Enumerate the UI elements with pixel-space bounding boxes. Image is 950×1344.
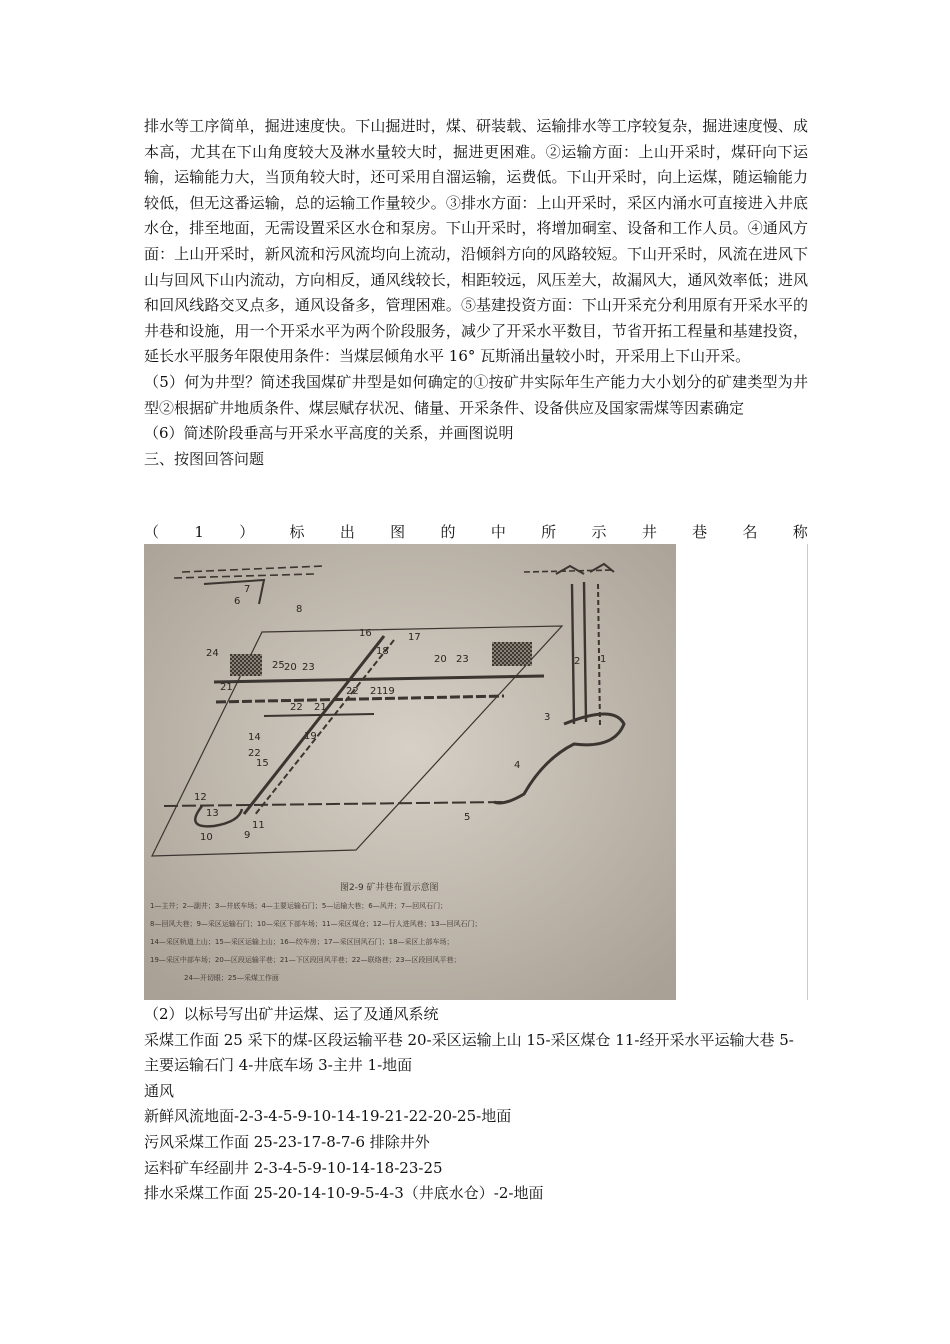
svg-text:19: 19 (382, 686, 395, 697)
svg-text:13: 13 (206, 808, 219, 819)
question-1-line (144, 520, 808, 545)
svg-text:3: 3 (544, 712, 551, 723)
svg-text:22: 22 (346, 686, 359, 697)
fresh-air-route: 新鲜风流地面-2-3-4-5-9-10-14-19-21-22-20-25-地面 (144, 1107, 512, 1126)
svg-text:20: 20 (284, 662, 297, 673)
photo-background (144, 544, 676, 1000)
section-3-heading: 三、按图回答问题 (144, 449, 265, 468)
svg-text:22: 22 (290, 702, 303, 713)
q1-char: 称 (792, 523, 808, 541)
paragraph-mining-comparison: 排水等工序简单，掘进速度快。下山掘进时，煤、研装载、运输排水等工序较复杂，掘进速度慢、成本高，尤其在下山角度较大及淋水量较大时，掘进更困难。②运输方面：上山开采时，煤矸向下运输，运输能力大，当顶角较大时，还可采用自溜运输，运费低。下山开采时，向上运煤，随运输能力较低，但无这番运输，总的运输工作量较少。③排水方面：上山开采时，采区内涌水可直接进入井底水仓，排至地面，无需设置采区水仓和泵房。下山开采时，将增加硐室、设备和工作人员。④通风方面：上山开采时，新风流和污风流均向上流动，沿倾斜方向的风路较短。下山开采时，风流在进风下山与回风下山内流动，方向相反，通风线较长，相距较远，风压差大，故漏风大，通风效率低；进风和回风线路交叉点多，通风设备多，管理困难。⑤基建投资方面：下山开采充分利用原有开采水平的井巷和设施，用一个开采水平为两个阶段服务，减少了开采水平数目，节省开拓工程量和基建投资，延长水平服务年限使用条件：当煤层倾角水平 16° 瓦斯涌出量较小时，开采用上下山开采。 (144, 117, 808, 366)
foul-air-route: 污风采煤工作面 25-23-17-8-7-6 排除井外 (144, 1132, 430, 1151)
svg-text:18: 18 (376, 646, 389, 657)
svg-text:16: 16 (359, 628, 372, 639)
q1-char: 的 (440, 523, 456, 541)
svg-text:20: 20 (434, 654, 447, 665)
svg-text:11: 11 (252, 820, 265, 831)
svg-text:12: 12 (194, 792, 207, 803)
q1-char: 图 (390, 523, 406, 541)
question-2: （2）以标号写出矿井运煤、运了及通风系统 (144, 1005, 439, 1023)
q1-char: 1 (194, 523, 204, 541)
ventilation-heading: 通风 (144, 1081, 175, 1100)
svg-text:25: 25 (272, 660, 285, 671)
legend-line: 19—采区中部车场；20—区段运输平巷；21—下区段回风平巷；22—联络巷；23—区段回风平巷； (150, 956, 461, 964)
question-6: （6）简述阶段垂高与开采水平高度的关系，并画图说明 (144, 424, 514, 443)
drainage-route: 排水采煤工作面 25-20-14-10-9-5-4-3（井底水仓）-2-地面 (144, 1184, 544, 1203)
q1-char: 标 (289, 523, 305, 541)
question-5: （5）何为井型？简述我国煤矿井型是如何确定的①按矿井实际年生产能力大小划分的矿建类型为井型②根据矿井地质条件、煤层赋存状况、储量、开采条件、设备供应及国家需煤等因素确定 (144, 372, 808, 417)
q1-char: ） (239, 523, 255, 541)
svg-text:24: 24 (206, 648, 219, 659)
mine-layout-photo (144, 544, 676, 1000)
figure-caption: 图2-9 矿井巷布置示意图 (340, 883, 439, 893)
q1-char: （ (144, 523, 160, 541)
svg-text:22: 22 (248, 748, 261, 759)
svg-text:19: 19 (304, 731, 317, 742)
q1-char: 井 (641, 523, 657, 541)
svg-text:23: 23 (456, 654, 469, 665)
svg-text:8: 8 (296, 604, 303, 615)
material-route: 运料矿车经副井 2-3-4-5-9-10-14-18-23-25 (144, 1158, 443, 1177)
svg-text:17: 17 (408, 632, 421, 643)
svg-text:15: 15 (256, 758, 269, 769)
svg-text:10: 10 (200, 832, 213, 843)
q1-char: 巷 (692, 523, 708, 541)
coal-panel-left (230, 654, 262, 676)
coal-panel-right (492, 642, 532, 666)
svg-text:23: 23 (302, 662, 315, 673)
legend-line: 14—采区轨道上山；15—采区运输上山；16—绞车房；17—采区回风石门；18—采区上部车场； (150, 938, 454, 946)
q1-char: 所 (541, 523, 557, 541)
q1-char: 出 (339, 523, 355, 541)
svg-text:21: 21 (370, 686, 383, 697)
answers-block (144, 1002, 808, 1207)
svg-text:21: 21 (220, 682, 233, 693)
svg-text:2: 2 (574, 656, 581, 667)
svg-text:4: 4 (514, 760, 521, 771)
svg-text:21: 21 (314, 702, 327, 713)
figure-frame (144, 544, 808, 1000)
q1-char: 名 (742, 523, 758, 541)
legend-line: 1—主井；2—副井；3—井底车场；4—主要运输石门；5—运输大巷；6—风井；7—回风石门； (150, 902, 448, 910)
legend-line: 24—开切眼；25—采煤工作面 (184, 974, 279, 982)
svg-text:6: 6 (234, 596, 241, 607)
svg-text:9: 9 (244, 830, 251, 841)
coal-transport-answer: 采煤工作面 25 采下的煤-区段运输平巷 20-采区运输上山 15-采区煤仓 11-经开采水平运输大巷 5-主要运输石门 4-井底车场 3-主井 1-地面 (144, 1030, 794, 1075)
svg-text:14: 14 (248, 732, 261, 743)
q1-char: 中 (490, 523, 506, 541)
legend-line: 8—回风大巷；9—采区运输石门；10—采区下部车场；11—采区煤仓；12—行人进风巷；13—回风石门； (150, 920, 482, 928)
body-text (144, 114, 808, 472)
svg-text:7: 7 (244, 584, 251, 595)
svg-text:1: 1 (600, 654, 607, 665)
svg-text:5: 5 (464, 812, 471, 823)
q1-char: 示 (591, 523, 607, 541)
